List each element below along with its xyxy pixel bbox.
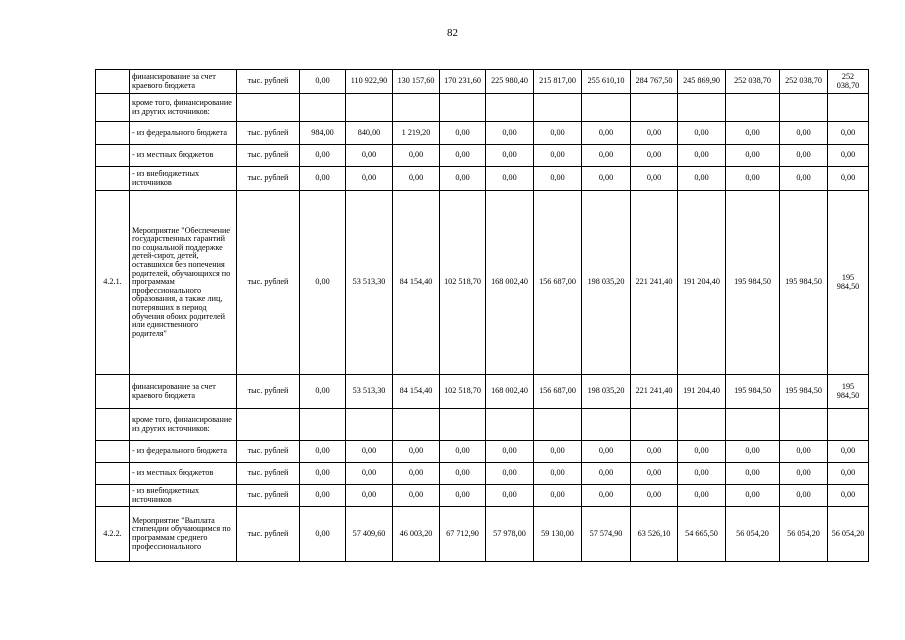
value-cell: 252 038,70 bbox=[780, 70, 828, 94]
row-code-cell bbox=[96, 145, 130, 167]
row-unit-cell: тыс. рублей bbox=[237, 463, 300, 485]
value-cell: 0,00 bbox=[486, 441, 534, 463]
value-cell: 57 409,60 bbox=[346, 507, 393, 562]
row-code-cell bbox=[96, 441, 130, 463]
value-cell bbox=[393, 409, 440, 441]
value-cell: 0,00 bbox=[678, 145, 726, 167]
value-cell: 170 231,60 bbox=[440, 70, 486, 94]
value-cell: 0,00 bbox=[534, 167, 582, 191]
table-row bbox=[96, 441, 869, 463]
value-cell: 84 154,40 bbox=[393, 375, 440, 409]
value-cell: 84 154,40 bbox=[393, 191, 440, 375]
value-cell: 0,00 bbox=[828, 463, 869, 485]
table-row bbox=[96, 145, 869, 167]
value-cell: 0,00 bbox=[726, 485, 780, 507]
value-cell: 225 980,40 bbox=[486, 70, 534, 94]
value-cell bbox=[300, 94, 346, 122]
value-cell: 57 978,00 bbox=[486, 507, 534, 562]
value-cell bbox=[828, 409, 869, 441]
value-cell: 0,00 bbox=[582, 122, 631, 145]
row-unit-cell bbox=[237, 94, 300, 122]
row-code-cell bbox=[96, 375, 130, 409]
value-cell bbox=[440, 409, 486, 441]
value-cell: 0,00 bbox=[393, 485, 440, 507]
value-cell: 245 869,90 bbox=[678, 70, 726, 94]
row-name-cell: - из местных бюджетов bbox=[130, 145, 237, 167]
value-cell: 0,00 bbox=[300, 485, 346, 507]
row-unit-cell: тыс. рублей bbox=[237, 507, 300, 562]
value-cell: 0,00 bbox=[631, 122, 678, 145]
value-cell: 0,00 bbox=[440, 463, 486, 485]
row-code-cell bbox=[96, 122, 130, 145]
value-cell: 1 219,20 bbox=[393, 122, 440, 145]
value-cell bbox=[300, 409, 346, 441]
value-cell: 0,00 bbox=[486, 463, 534, 485]
row-unit-cell bbox=[237, 409, 300, 441]
value-cell: 0,00 bbox=[534, 441, 582, 463]
value-cell bbox=[780, 94, 828, 122]
value-cell: 0,00 bbox=[678, 485, 726, 507]
value-cell: 0,00 bbox=[631, 145, 678, 167]
value-cell: 53 513,30 bbox=[346, 191, 393, 375]
value-cell bbox=[486, 94, 534, 122]
value-cell: 168 002,40 bbox=[486, 191, 534, 375]
value-cell: 0,00 bbox=[780, 485, 828, 507]
value-cell: 0,00 bbox=[631, 463, 678, 485]
value-cell bbox=[534, 94, 582, 122]
value-cell: 59 130,00 bbox=[534, 507, 582, 562]
value-cell: 984,00 bbox=[300, 122, 346, 145]
value-cell: 215 817,00 bbox=[534, 70, 582, 94]
value-cell: 0,00 bbox=[300, 441, 346, 463]
row-unit-cell: тыс. рублей bbox=[237, 375, 300, 409]
value-cell: 0,00 bbox=[300, 507, 346, 562]
value-cell: 0,00 bbox=[534, 145, 582, 167]
value-cell: 0,00 bbox=[440, 441, 486, 463]
value-cell: 54 665,50 bbox=[678, 507, 726, 562]
value-cell bbox=[780, 409, 828, 441]
value-cell: 0,00 bbox=[582, 463, 631, 485]
value-cell: 0,00 bbox=[486, 485, 534, 507]
value-cell: 198 035,20 bbox=[582, 375, 631, 409]
value-cell: 195 984,50 bbox=[780, 191, 828, 375]
value-cell: 0,00 bbox=[346, 463, 393, 485]
value-cell: 46 003,20 bbox=[393, 507, 440, 562]
row-code-cell bbox=[96, 463, 130, 485]
row-name-cell: финансирование за счет краевого бюджета bbox=[130, 375, 237, 409]
row-name-cell: Мероприятие "Выплата стипендии обучающимся по программам среднего профессионального bbox=[130, 507, 237, 562]
value-cell: 0,00 bbox=[726, 145, 780, 167]
value-cell: 0,00 bbox=[440, 485, 486, 507]
value-cell bbox=[631, 94, 678, 122]
value-cell: 195 984,50 bbox=[828, 375, 869, 409]
page-number: 82 bbox=[447, 27, 458, 39]
value-cell: 0,00 bbox=[631, 441, 678, 463]
value-cell: 0,00 bbox=[582, 485, 631, 507]
value-cell bbox=[582, 409, 631, 441]
row-name-cell: финансирование за счет краевого бюджета bbox=[130, 70, 237, 94]
value-cell: 0,00 bbox=[534, 485, 582, 507]
value-cell: 0,00 bbox=[346, 485, 393, 507]
value-cell: 0,00 bbox=[780, 122, 828, 145]
value-cell: 0,00 bbox=[828, 167, 869, 191]
value-cell: 0,00 bbox=[828, 485, 869, 507]
value-cell: 0,00 bbox=[726, 167, 780, 191]
value-cell: 0,00 bbox=[300, 167, 346, 191]
value-cell: 191 204,40 bbox=[678, 375, 726, 409]
value-cell bbox=[440, 94, 486, 122]
value-cell: 195 984,50 bbox=[828, 191, 869, 375]
value-cell: 102 518,70 bbox=[440, 191, 486, 375]
value-cell: 63 526,10 bbox=[631, 507, 678, 562]
value-cell: 0,00 bbox=[631, 167, 678, 191]
value-cell: 198 035,20 bbox=[582, 191, 631, 375]
value-cell: 0,00 bbox=[393, 463, 440, 485]
value-cell: 0,00 bbox=[300, 70, 346, 94]
value-cell: 0,00 bbox=[678, 167, 726, 191]
value-cell: 0,00 bbox=[393, 145, 440, 167]
value-cell: 0,00 bbox=[346, 145, 393, 167]
value-cell bbox=[726, 409, 780, 441]
value-cell bbox=[486, 409, 534, 441]
row-unit-cell: тыс. рублей bbox=[237, 485, 300, 507]
row-code-cell bbox=[96, 167, 130, 191]
value-cell bbox=[678, 94, 726, 122]
table-row bbox=[96, 94, 869, 122]
value-cell: 252 038,70 bbox=[726, 70, 780, 94]
value-cell: 156 687,00 bbox=[534, 191, 582, 375]
value-cell: 67 712,90 bbox=[440, 507, 486, 562]
value-cell: 0,00 bbox=[780, 145, 828, 167]
table-body bbox=[96, 70, 869, 562]
value-cell bbox=[346, 409, 393, 441]
value-cell: 0,00 bbox=[828, 122, 869, 145]
row-name-cell: кроме того, финансирование из других источников: bbox=[130, 94, 237, 122]
value-cell: 0,00 bbox=[300, 145, 346, 167]
row-code-cell bbox=[96, 70, 130, 94]
value-cell: 0,00 bbox=[726, 122, 780, 145]
value-cell: 221 241,40 bbox=[631, 191, 678, 375]
value-cell: 0,00 bbox=[486, 145, 534, 167]
value-cell: 0,00 bbox=[726, 463, 780, 485]
value-cell: 255 610,10 bbox=[582, 70, 631, 94]
value-cell: 191 204,40 bbox=[678, 191, 726, 375]
value-cell: 130 157,60 bbox=[393, 70, 440, 94]
value-cell bbox=[631, 409, 678, 441]
row-name-cell: - из внебюджетных источников bbox=[130, 485, 237, 507]
row-code-cell bbox=[96, 94, 130, 122]
value-cell: 0,00 bbox=[631, 485, 678, 507]
row-unit-cell: тыс. рублей bbox=[237, 70, 300, 94]
table-row bbox=[96, 507, 869, 562]
value-cell: 0,00 bbox=[393, 167, 440, 191]
value-cell bbox=[346, 94, 393, 122]
row-name-cell: кроме того, финансирование из других источников: bbox=[130, 409, 237, 441]
row-unit-cell: тыс. рублей bbox=[237, 145, 300, 167]
row-name-cell: Мероприятие "Обеспечение государственных гарантий по социальной поддержке детей-сирот, детей, оставшихся без попечения родителей, обучающихся по программам профессионального образования, а также лиц, потерявших в период обучения обоих родителей или единственного родителя" bbox=[130, 191, 237, 375]
row-unit-cell: тыс. рублей bbox=[237, 191, 300, 375]
value-cell: 252 038,70 bbox=[828, 70, 869, 94]
table-row bbox=[96, 167, 869, 191]
value-cell: 0,00 bbox=[828, 441, 869, 463]
value-cell: 195 984,50 bbox=[726, 191, 780, 375]
table-row bbox=[96, 463, 869, 485]
value-cell: 0,00 bbox=[678, 122, 726, 145]
value-cell: 0,00 bbox=[440, 145, 486, 167]
value-cell: 0,00 bbox=[828, 145, 869, 167]
value-cell bbox=[678, 409, 726, 441]
value-cell: 0,00 bbox=[440, 167, 486, 191]
table-row bbox=[96, 70, 869, 94]
row-name-cell: - из внебюджетных источников bbox=[130, 167, 237, 191]
value-cell: 0,00 bbox=[534, 122, 582, 145]
value-cell: 0,00 bbox=[780, 167, 828, 191]
value-cell: 56 054,20 bbox=[726, 507, 780, 562]
value-cell: 57 574,90 bbox=[582, 507, 631, 562]
value-cell: 53 513,30 bbox=[346, 375, 393, 409]
value-cell: 0,00 bbox=[582, 145, 631, 167]
value-cell bbox=[582, 94, 631, 122]
value-cell: 102 518,70 bbox=[440, 375, 486, 409]
value-cell: 0,00 bbox=[582, 441, 631, 463]
value-cell: 840,00 bbox=[346, 122, 393, 145]
row-name-cell: - из федерального бюджета bbox=[130, 122, 237, 145]
value-cell: 0,00 bbox=[534, 463, 582, 485]
value-cell: 0,00 bbox=[300, 463, 346, 485]
table-row bbox=[96, 409, 869, 441]
value-cell: 0,00 bbox=[393, 441, 440, 463]
value-cell: 0,00 bbox=[678, 441, 726, 463]
value-cell: 0,00 bbox=[726, 441, 780, 463]
row-unit-cell: тыс. рублей bbox=[237, 122, 300, 145]
table-row bbox=[96, 122, 869, 145]
value-cell: 0,00 bbox=[300, 375, 346, 409]
value-cell: 110 922,90 bbox=[346, 70, 393, 94]
row-code-cell bbox=[96, 409, 130, 441]
value-cell: 195 984,50 bbox=[726, 375, 780, 409]
value-cell: 195 984,50 bbox=[780, 375, 828, 409]
value-cell: 0,00 bbox=[780, 463, 828, 485]
value-cell: 0,00 bbox=[440, 122, 486, 145]
value-cell: 0,00 bbox=[780, 441, 828, 463]
value-cell: 0,00 bbox=[678, 463, 726, 485]
value-cell bbox=[534, 409, 582, 441]
row-name-cell: - из местных бюджетов bbox=[130, 463, 237, 485]
value-cell bbox=[828, 94, 869, 122]
value-cell bbox=[726, 94, 780, 122]
value-cell: 0,00 bbox=[346, 167, 393, 191]
table-row bbox=[96, 191, 869, 375]
value-cell: 0,00 bbox=[300, 191, 346, 375]
value-cell: 156 687,00 bbox=[534, 375, 582, 409]
value-cell: 221 241,40 bbox=[631, 375, 678, 409]
budget-table bbox=[95, 69, 869, 562]
value-cell: 0,00 bbox=[346, 441, 393, 463]
value-cell: 0,00 bbox=[582, 167, 631, 191]
row-code-cell: 4.2.1. bbox=[96, 191, 130, 375]
table-row bbox=[96, 375, 869, 409]
value-cell: 284 767,50 bbox=[631, 70, 678, 94]
row-code-cell: 4.2.2. bbox=[96, 507, 130, 562]
value-cell: 0,00 bbox=[486, 122, 534, 145]
row-code-cell bbox=[96, 485, 130, 507]
row-name-cell: - из федерального бюджета bbox=[130, 441, 237, 463]
value-cell: 56 054,20 bbox=[780, 507, 828, 562]
value-cell: 168 002,40 bbox=[486, 375, 534, 409]
value-cell bbox=[393, 94, 440, 122]
value-cell: 56 054,20 bbox=[828, 507, 869, 562]
value-cell: 0,00 bbox=[486, 167, 534, 191]
row-unit-cell: тыс. рублей bbox=[237, 441, 300, 463]
table-row bbox=[96, 485, 869, 507]
row-unit-cell: тыс. рублей bbox=[237, 167, 300, 191]
